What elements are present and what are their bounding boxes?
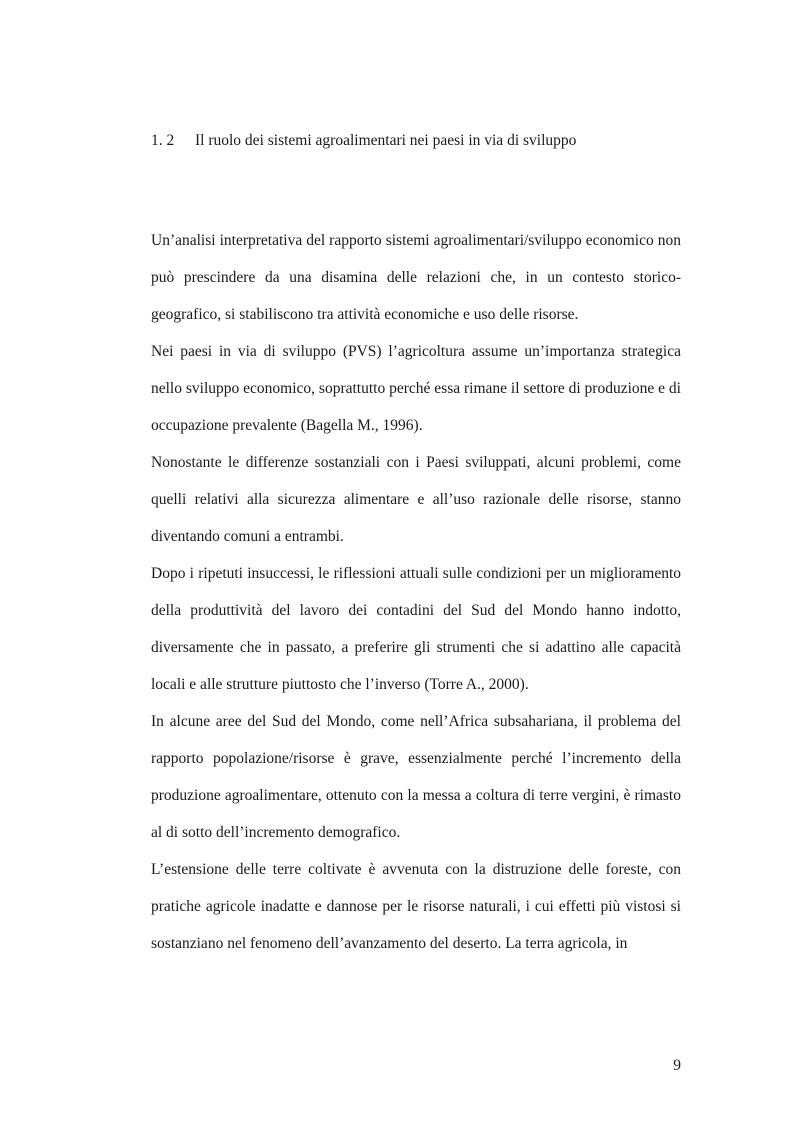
- section-title: Il ruolo dei sistemi agroalimentari nei paesi in via di sviluppo: [195, 132, 577, 149]
- paragraph: L’estensione delle terre coltivate è avvenuta con la distruzione delle foreste, con pratiche agricole inadatte e dannose per le risorse naturali, i cui effetti più vistosi si sostanziano nel fenomeno dell’avanzamento del deserto. La terra agricola, in: [151, 861, 681, 952]
- paragraph: In alcune aree del Sud del Mondo, come nell’Africa subsahariana, il problema del rapporto popolazione/risorse è grave, essenzialmente perché l’incremento della produzione agroalimentare, ottenuto con la messa a coltura di terre vergini, è rimasto al di sotto dell’incremento demografico.: [151, 713, 681, 841]
- paragraph: Un’analisi interpretativa del rapporto sistemi agroalimentari/sviluppo economico non può prescindere da una disamina delle relazioni che, in un contesto storico-geografico, si stabiliscono tra attività economiche e uso delle risorse.: [151, 232, 681, 323]
- body-text: [151, 222, 681, 962]
- page-number: 9: [673, 1057, 681, 1074]
- paragraph: Nei paesi in via di sviluppo (PVS) l’agricoltura assume un’importanza strategica nello sviluppo economico, soprattutto perché essa rimane il settore di produzione e di occupazione prevalente (Bagella M., 1996).: [151, 343, 681, 434]
- section-heading: [151, 131, 576, 151]
- paragraph: Dopo i ripetuti insuccessi, le riflessioni attuali sulle condizioni per un miglioramento della produttività del lavoro dei contadini del Sud del Mondo hanno indotto, diversamente che in passato, a preferire gli strumenti che si adattino alle capacità locali e alle strutture piuttosto che l’inverso (Torre A., 2000).: [151, 565, 681, 693]
- paragraph: Nonostante le differenze sostanziali con i Paesi sviluppati, alcuni problemi, come quelli relativi alla sicurezza alimentare e all’uso razionale delle risorse, stanno diventando comuni a entrambi.: [151, 454, 681, 545]
- section-number: 1. 2: [151, 132, 175, 149]
